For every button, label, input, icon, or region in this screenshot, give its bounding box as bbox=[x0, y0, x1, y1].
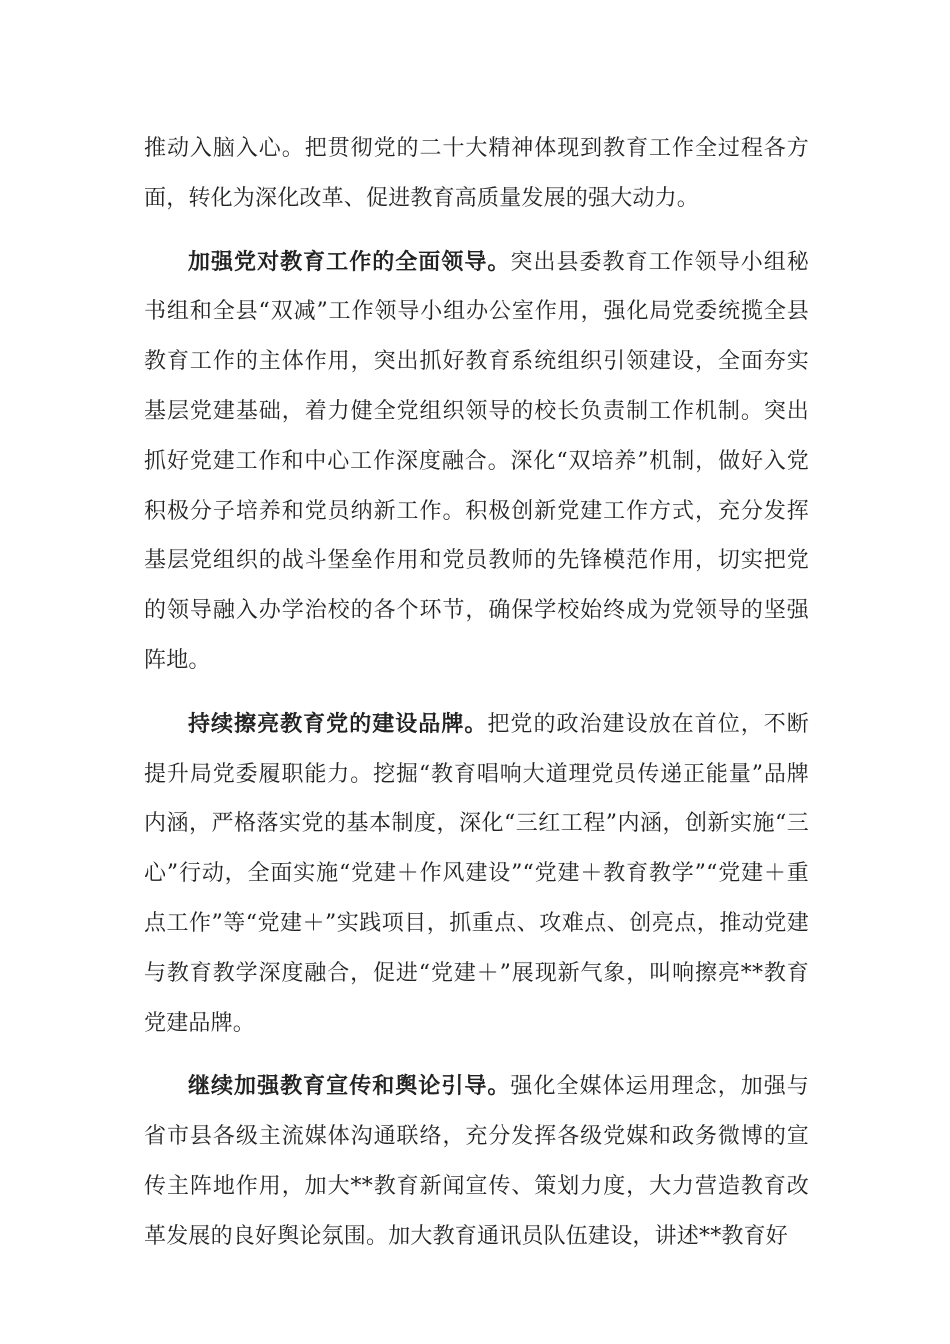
paragraph-4 bbox=[144, 1062, 809, 1261]
paragraph-3 bbox=[144, 700, 809, 1049]
document-page bbox=[144, 124, 809, 1276]
paragraph-2 bbox=[144, 238, 809, 686]
paragraph-1 bbox=[144, 124, 809, 224]
paragraph-2-body: 突出县委教育工作领导小组秘书组和全县“双减”工作领导小组办公室作用，强化局党委统揽全县教育工作的主体作用，突出抓好教育系统组织引领建设，全面夯实基层党建基础，着力健全党组织领导的校长负责制工作机制。突出抓好党建工作和中心工作深度融合。深化“双培养”机制，做好入党积极分子培养和党员纳新工作。积极创新党建工作方式，充分发挥基层党组织的战斗堡垒作用和党员教师的先锋模范作用，切实把党的领导融入办学治校的各个环节，确保学校始终成为党领导的坚强阵地。 bbox=[144, 249, 809, 673]
paragraph-4-body: 强化全媒体运用理念，加强与省市县各级主流媒体沟通联络，充分发挥各级党媒和政务微博的宣传主阵地作用，加大**教育新闻宣传、策划力度，大力营造教育改革发展的良好舆论氛围。加大教育通讯员队伍建设，讲述**教育好 bbox=[144, 1074, 809, 1249]
paragraph-3-heading: 持续擦亮教育党的建设品牌。 bbox=[188, 710, 488, 737]
paragraph-3-body: 把党的政治建设放在首位，不断提升局党委履职能力。挖掘“教育唱响大道理党员传递正能量”品牌内涵，严格落实党的基本制度，深化“三红工程”内涵，创新实施“三心”行动，全面实施“党建＋作风建设”“党建＋教育教学”“党建＋重点工作”等“党建＋”实践项目，抓重点、攻难点、创亮点，推动党建与教育教学深度融合，促进“党建＋”展现新气象，叫响擦亮**教育党建品牌。 bbox=[144, 711, 809, 1036]
paragraph-1-body: 推动入脑入心。把贯彻党的二十大精神体现到教育工作全过程各方面，转化为深化改革、促进教育高质量发展的强大动力。 bbox=[144, 136, 809, 211]
paragraph-2-heading: 加强党对教育工作的全面领导。 bbox=[188, 248, 511, 275]
paragraph-4-heading: 继续加强教育宣传和舆论引导。 bbox=[188, 1073, 511, 1100]
